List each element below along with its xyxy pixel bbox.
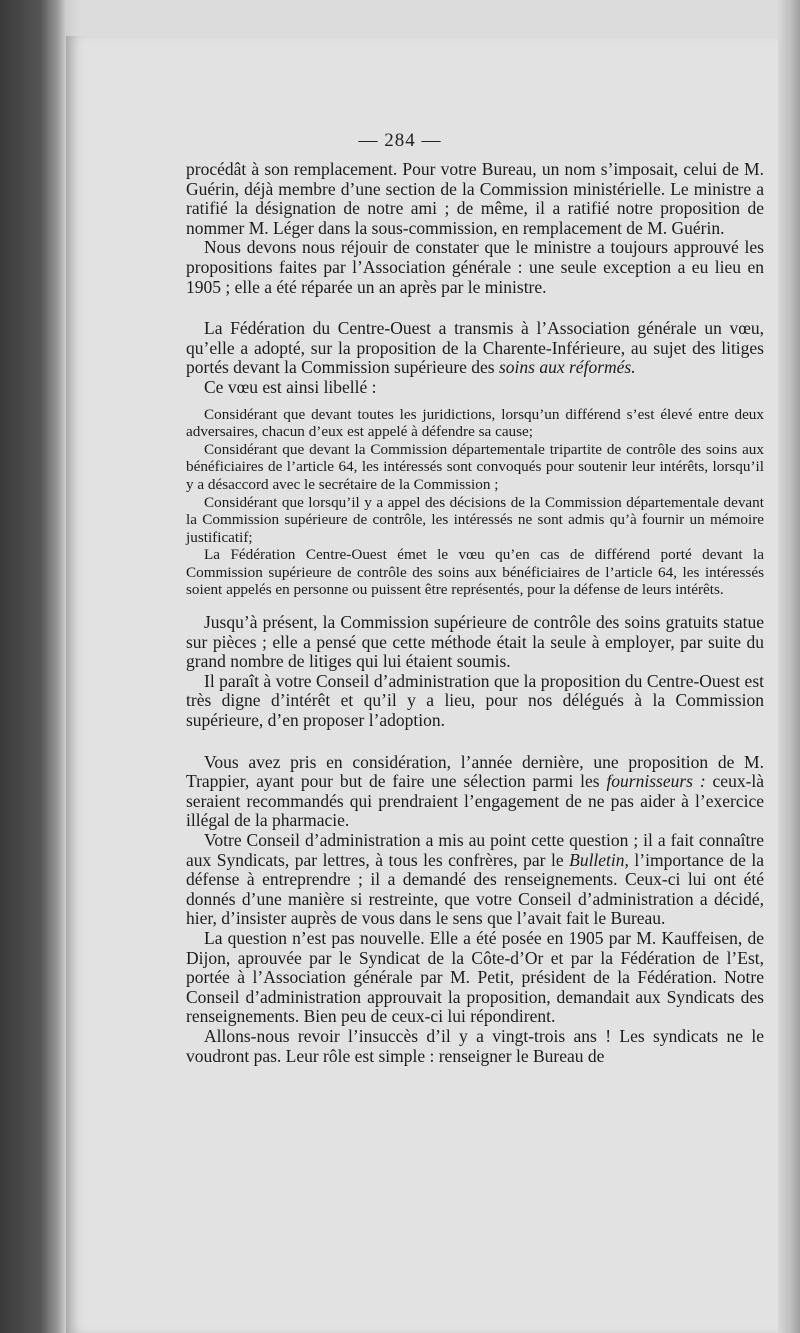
paragraph-1: procédât à son remplacement. Pour votre Bureau, un nom s’imposait, celui de M. Guérin, déjà membre d’une section de la Commission ministérielle. Le ministre a ratifié la désignation de notre ami ; de même, il a ratifié notre proposition de nommer M. Léger dans la sous-commission, en remplacement de M. Guérin. bbox=[186, 159, 764, 238]
quote-considerant-1: Considérant que devant toutes les juridictions, lorsqu’un différend s’est élevé entre deux adversaires, chacun d’eux est appelé à défendre sa cause; bbox=[186, 405, 764, 441]
paragraph-7-rest: ceux-là seraient recommandés qui prendraient l’engagement de ne pas aider à l’exercice illégal de la pharmacie. bbox=[186, 771, 765, 831]
page-edge bbox=[778, 0, 800, 1333]
paragraph-10: Allons-nous revoir l’insuccès d’il y a vingt-trois ans ! Les syndicats ne le voudront pas. Leur rôle est simple : renseigner le Bureau de bbox=[186, 1025, 764, 1066]
paragraph-5: Jusqu’à présent, la Commission supérieure de contrôle des soins gratuits statue sur pièces ; elle a pensé que cette méthode était la seule à employer, par suite du grand nombre de litiges qui lui étaient soumis. bbox=[186, 612, 764, 672]
page-body bbox=[186, 160, 764, 1066]
paragraph-8-italic: Bulletin, bbox=[569, 849, 629, 870]
page-number: — 284 — bbox=[358, 130, 442, 151]
quote-considerant-2: Considérant que devant la Commission départementale tripartite de contrôle des soins aux bénéficiaires de l’article 64, les intéressés sont convoqués pour soutenir leur intérêts, lorsqu’il y a désaccord avec le secrétaire de la Commission ; bbox=[186, 440, 764, 493]
paragraph-3-text: La Fédération du Centre-Ouest a transmis à l’Association générale un vœu, qu’elle a adopté, sur la proposition de la Charente-Inférieure, au sujet des litiges portés devant la Commission supérieure des bbox=[186, 318, 764, 378]
paragraph-8-rest: l’importance de la défense à entreprendre ; il a demandé des renseignements. Ceux-ci lui ont été donnés d’une manière si restreinte, que votre Conseil d’administration a décidé, hier, d’insister auprès de vous dans le sens que l’avait fait le Bureau. bbox=[186, 849, 764, 929]
paragraph-8-text: Votre Conseil d’administration a mis au point cette question ; il a fait connaître aux Syndicats, par lettres, à tous les confrères, par le bbox=[186, 830, 764, 870]
paragraph-8 bbox=[186, 831, 764, 929]
paragraph-9: La question n’est pas nouvelle. Elle a été posée en 1905 par M. Kauffeisen, de Dijon, aprouvée par le Syndicat de la Côte-d’Or et par la Fédération de l’Est, portée à l’Association générale par M. Petit, président de la Fédération. Notre Conseil d’administration approuvait la proposition, demandait aux Syndicats des renseignements. Bien peu de ceux-ci lui répondirent. bbox=[186, 927, 764, 1027]
paragraph-7-text: Vous avez pris en considération, l’année dernière, une proposition de M. Trappier, ayant pour but de faire une sélection parmi les bbox=[186, 751, 764, 792]
paragraph-4: Ce vœu est ainsi libellé : bbox=[204, 376, 377, 397]
paragraph-6: Il paraît à votre Conseil d’administration que la proposition du Centre-Ouest est très digne d’intérêt et qu’il y a lieu, pour nos délégués à la Commission supérieure, d’en proposer l’adoption. bbox=[186, 670, 764, 731]
quote-considerant-3: Considérant que lorsqu’il y a appel des décisions de la Commission départementale devant la Commission supérieure de contrôle, les intéressés ne sont admis qu’à fournir un mémoire justificatif; bbox=[186, 493, 764, 546]
paragraph-7-italic: fournisseurs : bbox=[606, 771, 706, 792]
paragraph-3 bbox=[186, 319, 764, 378]
paragraph-2: Nous devons nous réjouir de constater que le ministre a toujours approuvé les propositions faites par l’Association générale : une seule exception a eu lieu en 1905 ; elle a été réparée un an après par le ministre. bbox=[186, 237, 764, 297]
paragraph-3-italic: soins aux réformés. bbox=[499, 357, 636, 378]
quote-voeu: La Fédération Centre-Ouest émet le vœu qu’en cas de différend porté devant la Commission supérieure de contrôle des soins aux bénéficiaires de l’article 64, les intéressés soient appelés en personne ou puissent être représentés, pour la défense de leurs intérêts. bbox=[186, 546, 764, 599]
paragraph-7 bbox=[186, 753, 764, 831]
